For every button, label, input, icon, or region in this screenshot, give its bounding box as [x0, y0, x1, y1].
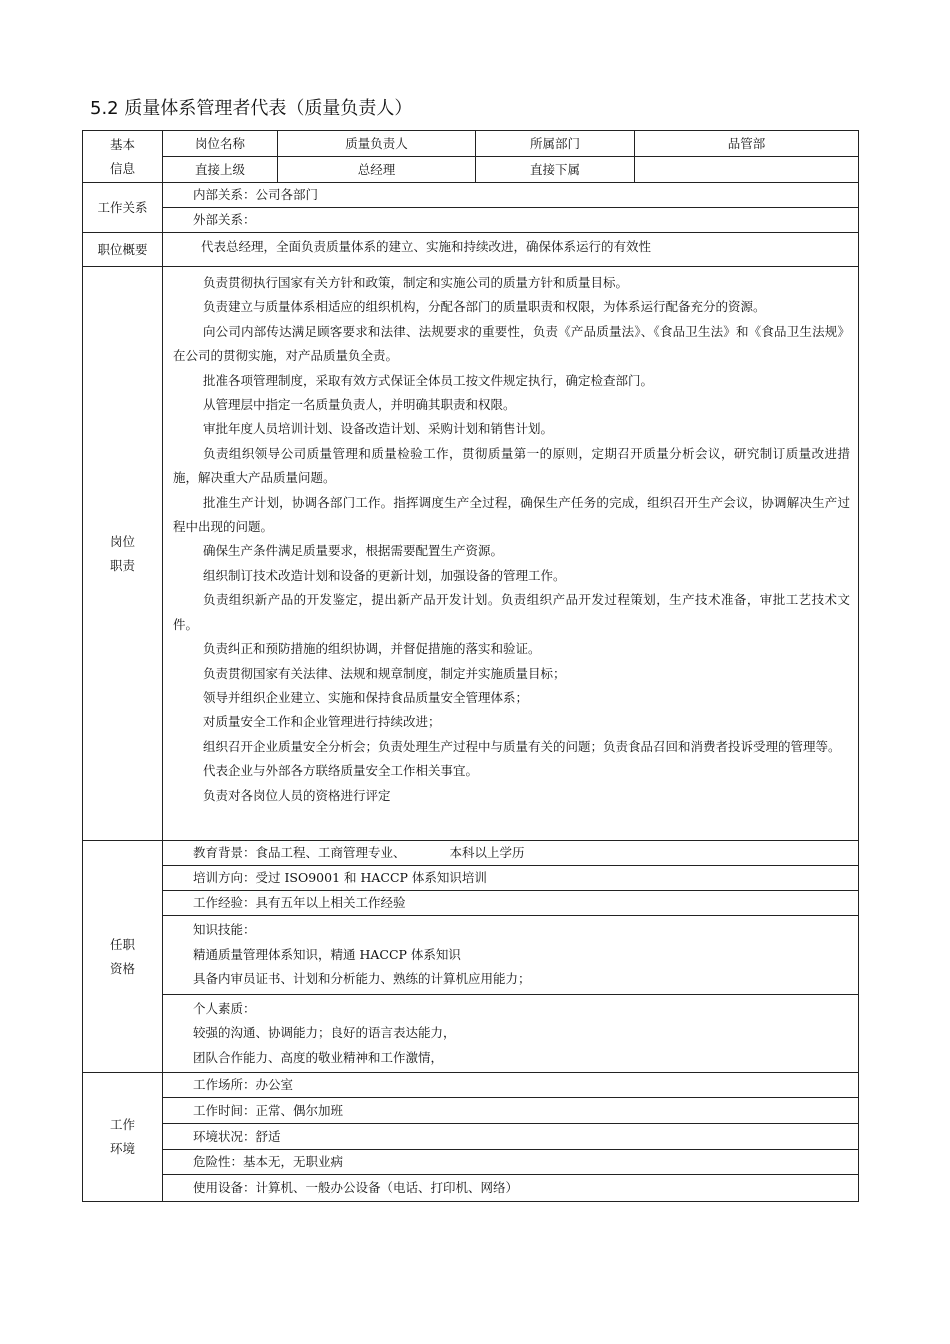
list-item: 负责建立与质量体系相适应的组织机构，分配各部门的质量职责和权限，为体系运行配备充分的资源。 — [203, 299, 766, 315]
overview-label: 职位概要 — [83, 233, 163, 267]
responsibilities-list — [163, 267, 859, 841]
superior-label: 直接上级 — [163, 157, 278, 183]
list-item: 批准生产计划，协调各部门工作。指挥调度生产全过程，确保生产任务的完成，组织召开生产会议，协调解决生产过程中出现的问题。 — [173, 494, 850, 535]
work-place: 工作场所：办公室 — [163, 1073, 859, 1098]
department-label: 所属部门 — [476, 131, 635, 157]
list-item: 审批年度人员培训计划、设备改造计划、采购计划和销售计划。 — [203, 421, 554, 437]
hazard-level: 危险性：基本无，无职业病 — [163, 1150, 859, 1175]
list-item: 负责贯彻国家有关法律、法规和规章制度，制定并实施质量目标； — [203, 665, 566, 681]
job-description-table — [82, 130, 859, 1202]
subordinate-label: 直接下属 — [476, 157, 635, 183]
department-value: 品管部 — [635, 131, 859, 157]
list-item: 负责对各岗位人员的资格进行评定 — [203, 787, 391, 803]
overview-text: 代表总经理，全面负责质量体系的建立、实施和持续改进，确保体系运行的有效性 — [163, 233, 859, 267]
education-background: 教育背景：食品工程、工商管理专业、 本科以上学历 — [163, 841, 859, 866]
list-item: 负责组织新产品的开发鉴定，提出新产品开发计划。负责组织产品开发过程策划，生产技术准备，审批工艺技术文件。 — [173, 592, 850, 632]
position-name-value: 质量负责人 — [278, 131, 476, 157]
superior-value: 总经理 — [278, 157, 476, 183]
qualifications-label: 任职 资格 — [83, 841, 163, 1073]
environment-label: 工作 环境 — [83, 1073, 163, 1202]
environment-condition: 环境状况：舒适 — [163, 1124, 859, 1150]
list-item: 领导并组织企业建立、实施和保持食品质量安全管理体系； — [203, 689, 529, 705]
list-item: 从管理层中指定一名质量负责人，并明确其职责和权限。 — [203, 397, 516, 413]
list-item: 组织制订技术改造计划和设备的更新计划，加强设备的管理工作。 — [203, 567, 566, 583]
external-relations: 外部关系： — [163, 208, 859, 233]
list-item: 组织召开企业质量安全分析会；负责处理生产过程中与质量有关的问题；负责食品召回和消费者投诉受理的管理等。 — [203, 738, 841, 754]
list-item: 负责纠正和预防措施的组织协调，并督促措施的落实和验证。 — [203, 641, 541, 657]
list-item: 负责组织领导公司质量管理和质量检验工作，贯彻质量第一的原则，定期召开质量分析会议，研究制订质量改进措施，解决重大产品质量问题。 — [173, 445, 850, 486]
work-time: 工作时间：正常、偶尔加班 — [163, 1098, 859, 1124]
subordinate-value — [635, 157, 859, 183]
section-title: 5.2 质量体系管理者代表（质量负责人） — [90, 98, 413, 119]
equipment-used: 使用设备：计算机、一般办公设备（电话、打印机、网络） — [163, 1175, 859, 1202]
position-name-label: 岗位名称 — [163, 131, 278, 157]
basic-info-label: 基本 信息 — [83, 131, 163, 183]
list-item: 批准各项管理制度，采取有效方式保证全体员工按文件规定执行，确定检查部门。 — [203, 372, 654, 388]
list-item: 向公司内部传达满足顾客要求和法律、法规要求的重要性，负责《产品质量法》、《食品卫生法》和《食品卫生法规》在公司的贯彻实施，对产品质量负全责。 — [173, 323, 850, 364]
knowledge-skills: 知识技能： 精通质量管理体系知识，精通 HACCP 体系知识 具备内审员证书、计划和分析能力、熟练的计算机应用能力； — [163, 916, 859, 995]
personal-qualities: 个人素质： 较强的沟通、协调能力；良好的语言表达能力， 团队合作能力、高度的敬业精神和工作激情， — [163, 994, 859, 1073]
work-experience: 工作经验：具有五年以上相关工作经验 — [163, 891, 859, 916]
list-item: 对质量安全工作和企业管理进行持续改进； — [203, 714, 441, 730]
internal-relations: 内部关系：公司各部门 — [163, 183, 859, 208]
list-item: 负责贯彻执行国家有关方针和政策，制定和实施公司的质量方针和质量目标。 — [203, 275, 629, 290]
responsibilities-label: 岗位 职责 — [83, 267, 163, 841]
list-item: 代表企业与外部各方联络质量安全工作相关事宜。 — [203, 763, 479, 779]
list-item: 确保生产条件满足质量要求，根据需要配置生产资源。 — [203, 543, 504, 559]
training-direction: 培训方向：受过 ISO9001 和 HACCP 体系知识培训 — [163, 866, 859, 891]
work-relations-label: 工作关系 — [83, 183, 163, 233]
